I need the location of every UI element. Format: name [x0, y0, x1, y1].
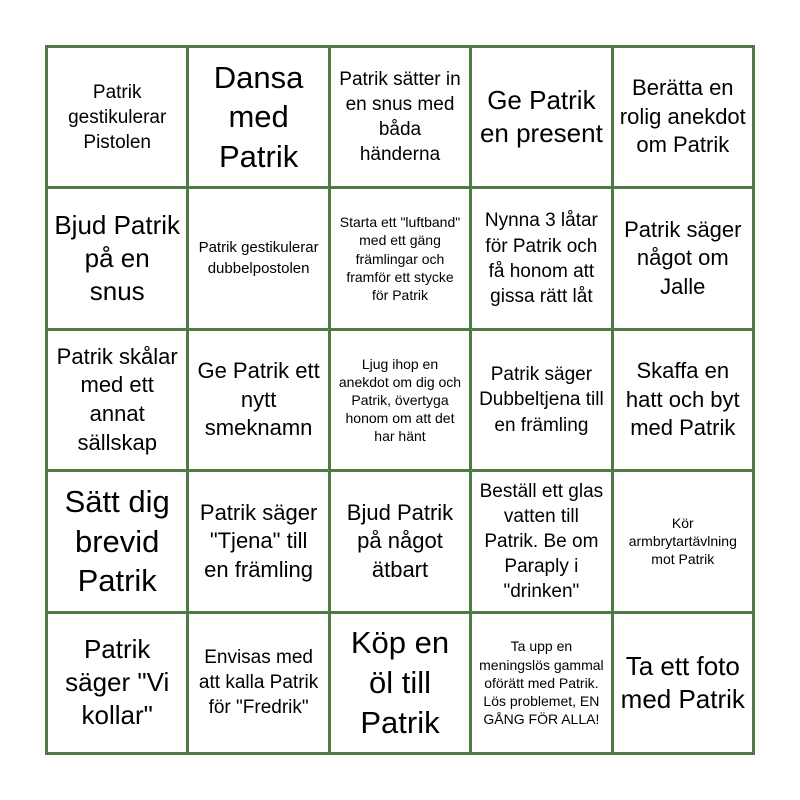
bingo-cell[interactable]: [189, 48, 327, 186]
bingo-board: [45, 45, 755, 755]
bingo-cell-text: Patrik säger Dubbeltjena till en främling: [479, 364, 604, 436]
bingo-cell[interactable]: [189, 331, 327, 469]
bingo-cell[interactable]: [48, 189, 186, 327]
bingo-cell-text: Patrik säger något om Jalle: [624, 216, 742, 299]
bingo-cell[interactable]: [48, 48, 186, 186]
bingo-cell-text: Berätta en rolig anekdot om Patrik: [619, 75, 746, 158]
bingo-cell[interactable]: [331, 48, 469, 186]
bingo-cell-text: Dansa med Patrik: [213, 59, 304, 175]
bingo-cell[interactable]: [472, 331, 610, 469]
bingo-cell-text: Starta ett "luftband" med ett gäng främlingar och framför ett stycke för Patrik: [339, 214, 461, 303]
bingo-cell-text: Ge Patrik en present: [479, 84, 603, 149]
bingo-cell-text: Patrik gestikulerar Pistolen: [68, 81, 167, 153]
bingo-cell-text: Patrik skålar med ett annat sällskap: [56, 343, 178, 455]
bingo-cell-text: Bjud Patrik på en snus: [54, 209, 181, 307]
bingo-cell-text: Skaffa en hatt och byt med Patrik: [625, 358, 740, 441]
bingo-cell-text: Kör armbrytartävlning mot Patrik: [628, 515, 737, 568]
bingo-cell[interactable]: [472, 472, 610, 610]
bingo-cell-text: Ge Patrik ett nytt smeknamn: [197, 358, 320, 441]
bingo-cell-text: Patrik säger "Vi kollar": [65, 633, 170, 731]
bingo-cell[interactable]: [189, 472, 327, 610]
bingo-cell[interactable]: [614, 472, 752, 610]
bingo-cell-text: Envisas med att kalla Patrik för "Fredrik": [198, 647, 319, 719]
bingo-cell[interactable]: [614, 614, 752, 752]
bingo-cell-text: Patrik säger "Tjena" till en främling: [199, 499, 318, 582]
bingo-cell-text: Ta ett foto med Patrik: [620, 650, 745, 714]
bingo-cell[interactable]: [331, 472, 469, 610]
bingo-cell[interactable]: [331, 331, 469, 469]
bingo-cell[interactable]: [189, 614, 327, 752]
bingo-cell[interactable]: [48, 614, 186, 752]
bingo-cell-text: Beställ ett glas vatten till Patrik. Be om Paraply i "drinken": [479, 480, 604, 602]
bingo-cell[interactable]: [472, 189, 610, 327]
bingo-cell-text: Patrik gestikulerar dubbelpostolen: [198, 239, 319, 277]
bingo-cell[interactable]: [331, 614, 469, 752]
bingo-cell[interactable]: [614, 189, 752, 327]
bingo-cell-text: Patrik sätter in en snus med båda händerna: [339, 69, 461, 166]
bingo-cell-text: Ta upp en meningslös gammal oförätt med Patrik. Lös problemet, EN GÅNG FÖR ALLA!: [479, 638, 604, 728]
bingo-cell[interactable]: [189, 189, 327, 327]
bingo-cell[interactable]: [331, 189, 469, 327]
bingo-cell[interactable]: [472, 48, 610, 186]
bingo-cell-text: Nynna 3 låtar för Patrik och få honom att gissa rätt låt: [484, 210, 598, 307]
bingo-cell[interactable]: [48, 472, 186, 610]
bingo-cell-text: Bjud Patrik på något ätbart: [346, 499, 454, 582]
bingo-cell-text: Sätt dig brevid Patrik: [64, 483, 170, 599]
bingo-cell[interactable]: [614, 48, 752, 186]
bingo-cell[interactable]: [48, 331, 186, 469]
bingo-cell[interactable]: [472, 614, 610, 752]
bingo-cell-text: Köp en öl till Patrik: [350, 625, 450, 740]
bingo-cell[interactable]: [614, 331, 752, 469]
bingo-cell-text: Ljug ihop en anekdot om dig och Patrik, övertyga honom om att det har hänt: [338, 355, 462, 445]
